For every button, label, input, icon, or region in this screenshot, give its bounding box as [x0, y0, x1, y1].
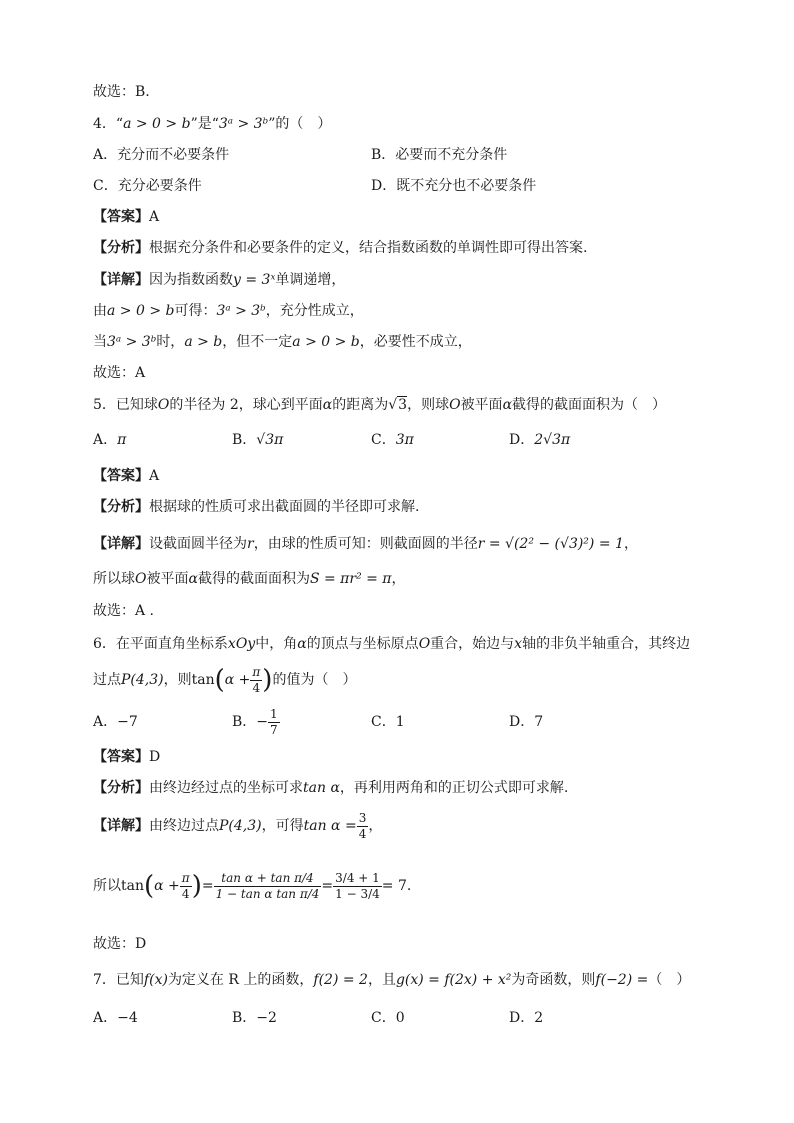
- q4-option-d: D．既不充分也不必要条件: [371, 178, 537, 194]
- q5-detail-2: 所以球O被平面α截得的截面面积为S = πr² = π，: [93, 571, 406, 587]
- q4-detail-2: 由a > 0 > b可得：3ᵃ > 3ᵇ，充分性成立，: [93, 303, 364, 319]
- q6-stem-2: 过点P(4,3)，则tan(α + $\frac{\pi}{4}$ )的值为（ ）: [93, 664, 357, 695]
- q5-analysis: 【分析】根据球的性质可求出截面圆的半径即可求解.: [93, 499, 420, 515]
- q4-analysis: 【分析】根据充分条件和必要条件的定义，结合指数函数的单调性即可得出答案.: [93, 240, 588, 256]
- q5-conclusion: 故选：A .: [93, 603, 155, 619]
- q5-detail-1: 【详解】设截面圆半径为r，由球的性质可知：则截面圆的半径r = √(2² − (√3)²) = 1，: [93, 536, 638, 552]
- q7-option-a: A．−4: [93, 1010, 138, 1026]
- q4-option-a: A．充分而不必要条件: [93, 147, 230, 163]
- q5-stem: 5．已知球O的半径为 2，球心到平面α的距离为√3，则球O被平面α截得的截面面积为（ ）: [93, 397, 667, 413]
- q6-option-a: A．−7: [93, 714, 138, 730]
- q6-conclusion: 故选：D: [93, 936, 147, 952]
- q4-detail-3: 当3ᵃ > 3ᵇ时，a > b，但不一定a > 0 > b，必要性不成立，: [93, 334, 472, 350]
- q5-option-c: C．3π: [371, 432, 414, 448]
- q6-option-d: D．7: [509, 714, 544, 730]
- q4-stem: 4．“a > 0 > b”是“3ᵃ > 3ᵇ”的（ ）: [93, 116, 332, 132]
- q7-stem: 7．已知f(x)为定义在 R 上的函数，f(2) = 2，且g(x) = f(2x) + x²为奇函数，则f(−2) =（ ）: [93, 972, 691, 988]
- q6-detail-1: 【详解】由终边过点P(4,3)，可得tan α = $\frac{3}{4}$ ，: [93, 810, 383, 841]
- q4-detail-1: 【详解】因为指数函数y = 3ˣ单调递增，: [93, 272, 346, 288]
- prev-conclusion: 故选：B.: [93, 84, 150, 100]
- q6-option-b: B．− $\frac{1}{7}$: [232, 706, 278, 737]
- q5-option-a: A．π: [93, 432, 127, 448]
- q6-option-c: C．1: [371, 714, 405, 730]
- q7-option-c: C．0: [371, 1010, 405, 1026]
- q6-analysis: 【分析】由终边经过点的坐标可求tan α，再利用两角和的正切公式即可求解.: [93, 780, 569, 796]
- q4-conclusion: 故选：A: [93, 365, 146, 381]
- q4-answer: 【答案】A: [93, 209, 160, 225]
- q5-answer: 【答案】A: [93, 468, 160, 484]
- q6-detail-2: 所以tan(α + $\frac{\pi}{4}$ )= $\frac{\text{tan α + tan π/4}}{\text{1 − tan α tan π/4}}$ = $\frac{3/4 + 1}{1 - 3/4}$ = 7.: [93, 870, 412, 901]
- q7-option-d: D．2: [509, 1010, 544, 1026]
- q4-option-b: B．必要而不充分条件: [371, 147, 508, 163]
- q5-option-d: D．2√3π: [509, 432, 571, 448]
- q6-stem-1: 6．在平面直角坐标系xOy中，角α的顶点与坐标原点O重合，始边与x轴的非负半轴重合，其终边: [93, 636, 691, 652]
- q7-option-b: B．−2: [232, 1010, 277, 1026]
- q5-option-b: B．√3π: [232, 432, 284, 448]
- q6-answer: 【答案】D: [93, 749, 161, 765]
- q4-option-c: C．充分必要条件: [93, 178, 202, 194]
